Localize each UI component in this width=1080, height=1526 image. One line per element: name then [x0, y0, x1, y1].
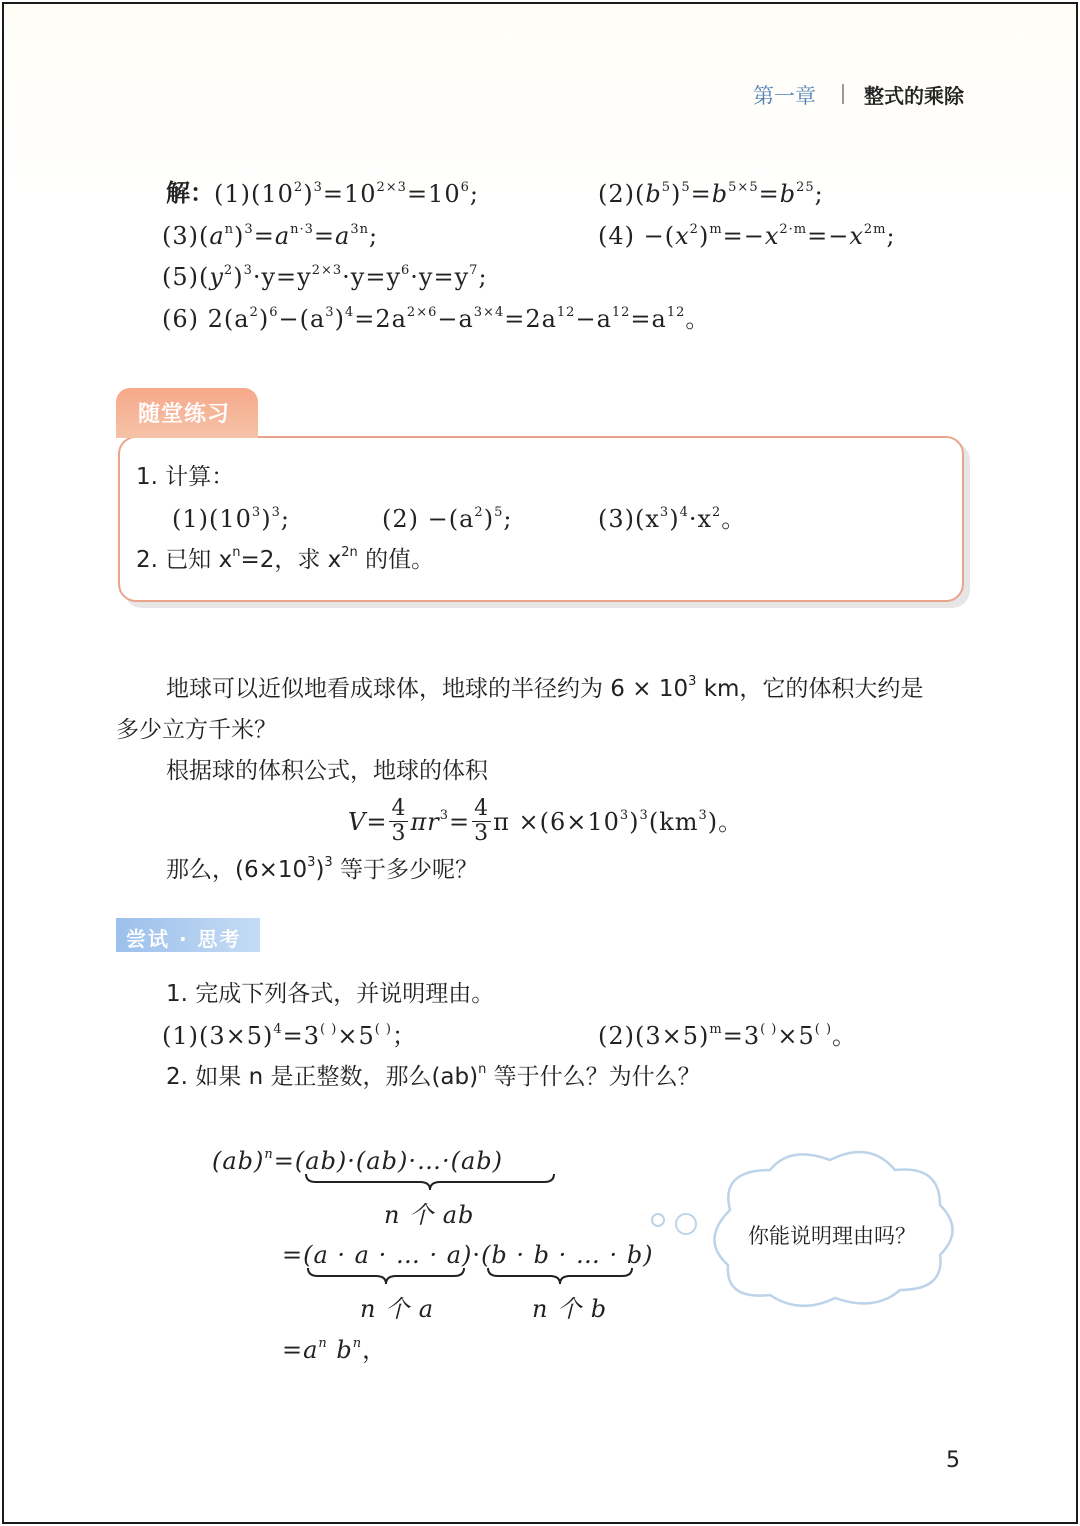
earth-paragraph-line-1: 地球可以近似地看成球体，地球的半径约为 $6 \times 10^3$ km，它的体积大约是 — [166, 674, 924, 702]
solution-step-5: $(5)(y^2)^3\cdot y=y^{2\times 3}\cdot y=y^6\cdot y=y^7$; — [162, 263, 488, 291]
solution-step-6: (6) $2(a^2)^6-(a^3)^4=2a^{2\times 6}-a^{3\times 4}=2a^{12}-a^{12}=a^{12}$。 — [162, 305, 711, 333]
earth-paragraph-line-3: 根据球的体积公式，地球的体积 — [166, 758, 488, 784]
derivation-line-1: (ab)$^n$=(ab)·(ab)·…·(ab) — [212, 1147, 503, 1175]
brace-label-n-ab: n 个 ab — [384, 1201, 475, 1229]
header-divider — [842, 84, 844, 104]
underbrace-b — [486, 1266, 634, 1288]
thought-bubble-text: 你能说明理由吗？ — [748, 1224, 916, 1248]
solution-step-2: $(2)(b^5)^5=b^{5\times 5}=b^{25}$; — [598, 180, 824, 208]
practice-q1-part-3: $(3)(x^3)^4\cdot x^2$。 — [598, 505, 747, 533]
page-number: 5 — [946, 1448, 960, 1473]
practice-question-2: 2. 已知 $x^n=2$，求 $x^{2n}$ 的值。 — [136, 545, 435, 573]
volume-formula: V= $\frac{4}{3}$ $\pi r^3=$ $\frac{4}{3}$ $\pi \times(6\times 10^3)^3(km^3)$。 — [348, 796, 744, 846]
try-q1-part-1: $(1)(3\times 5)^4=3^{( )}\times 5^{( )}$； — [162, 1022, 417, 1050]
try-q1-part-2: $(2)(3\times 5)^m=3^{( )}\times 5^{( )}$。 — [598, 1022, 858, 1050]
practice-tab-label: 随堂练习 — [138, 402, 231, 427]
solution-step-1: $(1)(10^2)^3=10^{2\times 3}=10^6$; — [214, 180, 479, 208]
solution-step-3: $(3)(a^n)^3=a^{n\cdot 3}=a^{3n}$; — [162, 222, 379, 250]
earth-question: 那么，$(6\times 10^3)^3$ 等于多少呢？ — [166, 855, 479, 883]
practice-tab — [116, 388, 258, 438]
try-question-1: 1. 完成下列各式，并说明理由。 — [166, 981, 495, 1007]
practice-q1-part-1: $(1)(10^3)^3$; — [172, 505, 290, 533]
practice-question-1: 1. 计算： — [136, 464, 235, 490]
earth-paragraph-line-2: 多少立方千米？ — [116, 717, 277, 743]
brace-label-n-b: n 个 b — [532, 1295, 608, 1323]
solution-step-4: $(4) -(x^2)^m=-x^{2\cdot m}=-x^{2m}$; — [598, 222, 896, 250]
fraction-four-thirds: $\frac{4}{3}$ — [391, 796, 407, 846]
try-question-2: 2. 如果 n 是正整数，那么(ab)$^n$ 等于什么？为什么？ — [166, 1062, 701, 1090]
try-think-tab — [116, 918, 260, 952]
chapter-title: 整式的乘除 — [864, 84, 964, 108]
solution-label: 解： — [166, 179, 214, 207]
brace-label-n-a: n 个 a — [360, 1295, 435, 1323]
underbrace-ab — [304, 1172, 556, 1194]
underbrace-a — [306, 1266, 466, 1288]
try-think-tab-label: 尝试 · 思考 — [126, 927, 242, 951]
fraction-four-thirds: $\frac{4}{3}$ — [474, 796, 490, 846]
practice-q1-part-2: $(2) -(a^2)^5$; — [382, 505, 513, 533]
chapter-label: 第一章 — [753, 84, 816, 108]
derivation-line-3: $=a^n$ $b^n$， — [282, 1336, 388, 1364]
derivation-line-2: =(a · a · … · a) · (b · b · … · b) — [282, 1241, 654, 1269]
